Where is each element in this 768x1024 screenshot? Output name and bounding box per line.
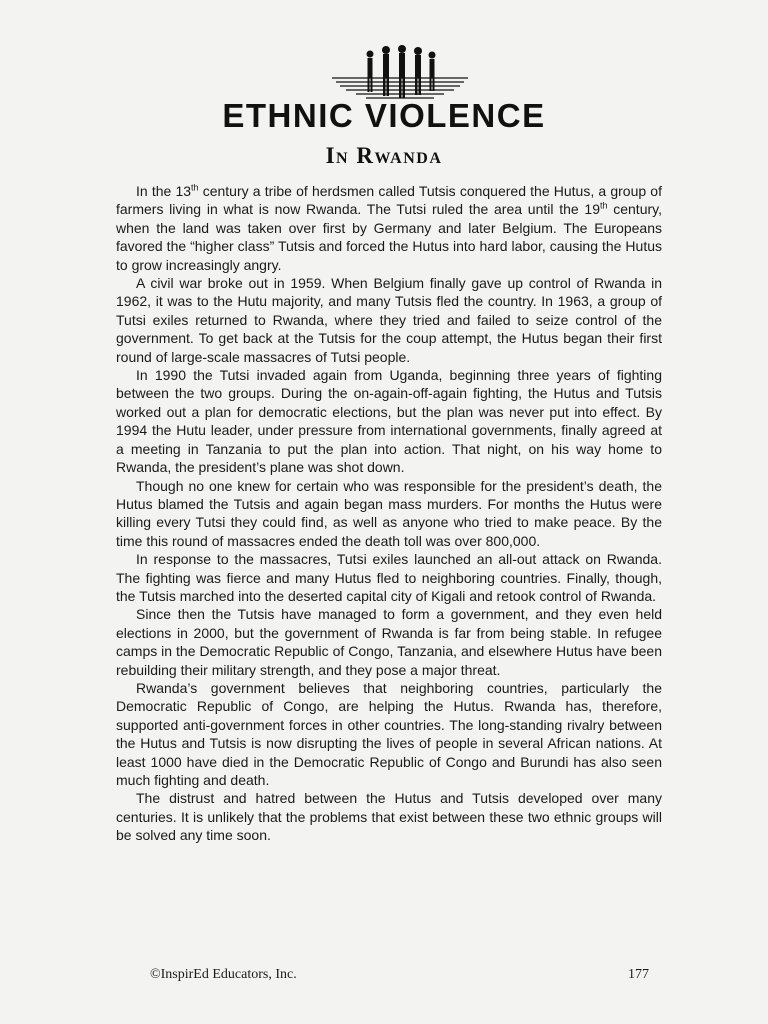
- paragraph-1: [116, 182, 662, 274]
- article-body: [116, 182, 662, 845]
- paragraph-1-text-a: In the 13: [136, 183, 192, 199]
- footer-copyright: ©InspirEd Educators, Inc.: [150, 967, 297, 982]
- paragraph-1-text-b: century a tribe of herdsmen called Tutsis conquered the Hutus, a group of farmers living in what is now Rwanda. The Tutsi ruled the area until the 19: [116, 183, 662, 218]
- page-number: 177: [628, 967, 649, 982]
- paragraph-7: Rwanda’s government believes that neighboring countries, particularly the Democratic Republic of Congo, are helping the Hutus. Rwanda has, therefore, supported anti-government forces in other countries. The long-standing rivalry between the Hutus and Tutsis is now disrupting the lives of people in several African nations. At least 1000 have died in the Democratic Republic of Congo and Burundi has also seen much fighting and death.: [116, 679, 662, 788]
- paragraph-5: In response to the massacres, Tutsi exiles launched an all-out attack on Rwanda. The fighting was fierce and many Hutus fled to neighboring countries. Finally, though, the Tutsis marched into the deserted capital city of Kigali and retook control of Rwanda.: [116, 551, 662, 604]
- paragraph-1-text-c: century, when the land was taken over first by Germany and later Belgium. The Europeans favored the “higher class” Tutsis and forced the Hutus into hard labor, causing the Hutus to grow increasingly angry.: [116, 201, 662, 273]
- ordinal-suffix: th: [599, 200, 608, 211]
- ordinal-suffix: th: [191, 182, 199, 193]
- page-subtitle: In Rwanda: [325, 143, 443, 168]
- page-title: ETHNIC VIOLENCE: [222, 97, 546, 134]
- paragraph-6: Since then the Tutsis have managed to form a government, and they even held elections in 2000, but the government of Rwanda is far from being stable. In refugee camps in the Democratic Republic of Congo, Tanzania, and elsewhere Hutus have been rebuilding their military strength, and they pose a major threat.: [116, 606, 662, 678]
- paragraph-8: The distrust and hatred between the Hutus and Tutsis developed over many centuries. It is unlikely that the problems that exist between these two ethnic groups will be solved any time soon.: [116, 790, 662, 844]
- paragraph-4: Though no one knew for certain who was responsible for the president’s death, the Hutus blamed the Tutsis and again began mass murders. For months the Hutus were killing every Tutsi they could find, as well as anyone who tried to make peace. By the time this round of massacres ended the death toll was over 800,000.: [116, 477, 662, 549]
- paragraph-3: In 1990 the Tutsi invaded again from Uganda, beginning three years of fighting between the two groups. During the on-again-off-again fighting, the Hutus and Tutsis worked out a plan for democratic elections, but the plan was never put into effect. By 1994 the Hutu leader, under pressure from international governments, finally agreed at a meeting in Tanzania to put the plan into action. That night, on his way home to Rwanda, the president’s plane was shot down.: [116, 367, 662, 476]
- paragraph-2: A civil war broke out in 1959. When Belgium finally gave up control of Rwanda in 1962, it was to the Hutu majority, and many Tutsis fled the country. In 1963, a group of Tutsi exiles returned to Rwanda, where they tried and failed to seize control of the government. To get back at the Tutsis for the coup attempt, the Hutus began their first round of large-scale massacres of Tutsi people.: [116, 275, 662, 365]
